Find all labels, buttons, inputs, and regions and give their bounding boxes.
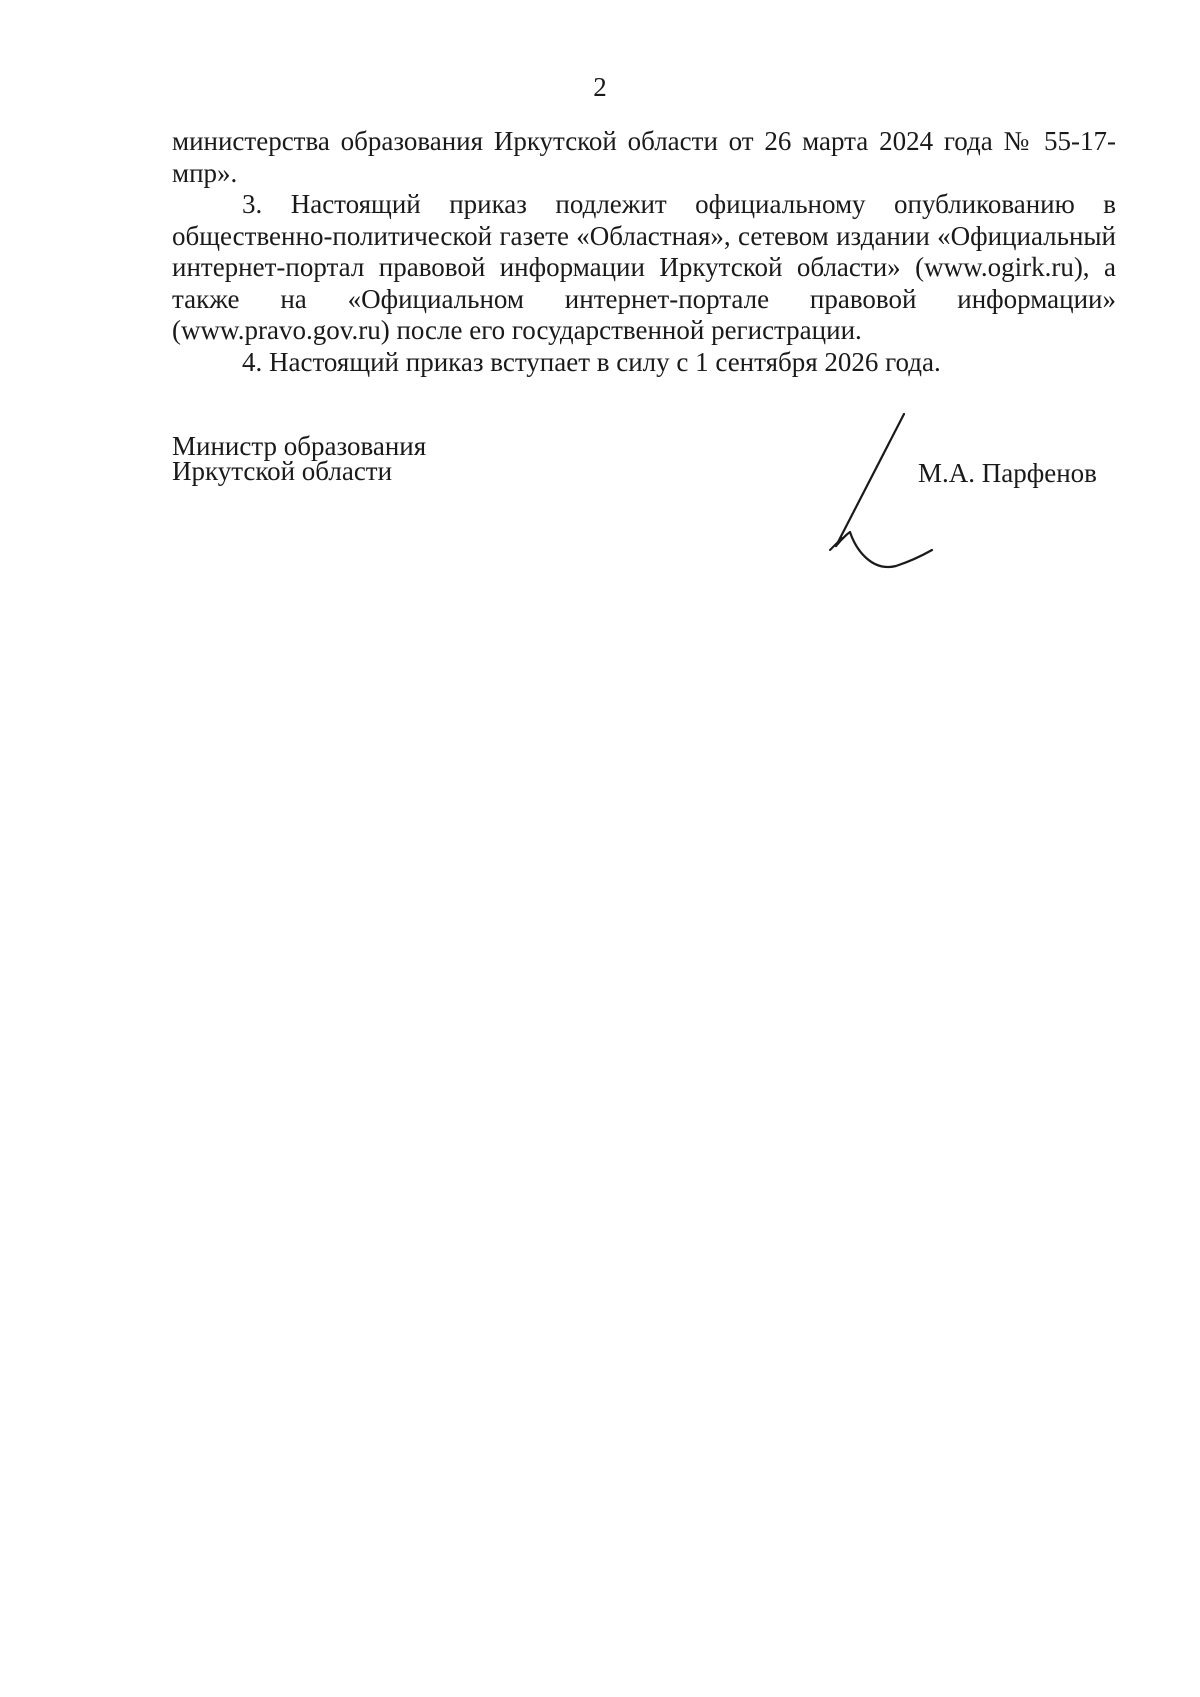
paragraph-3: 3. Настоящий приказ подлежит официальному опубликованию в общественно-политической газете «Областная», сетевом издании «Официальный интернет-портал правовой информации Иркутской области» (www.ogirk.ru), а также на «Официальном интернет-портале правовой информации» (www.pravo.gov.ru) после его государственной регистрации. [172, 189, 1116, 345]
signer-position-line-1: Министр образования [172, 431, 427, 461]
paragraph-4: 4. Настоящий приказ вступает в силу с 1 сентября 2026 года. [242, 346, 941, 377]
handwritten-signature [800, 410, 940, 570]
paragraph-continuation: министерства образования Иркутской области от 26 марта 2024 года № 55-17-мпр». [172, 126, 1116, 188]
page-number: 2 [593, 72, 607, 102]
signer-name: М.А. Парфенов [918, 458, 1097, 488]
signer-position [172, 431, 427, 486]
signer-position-line-2: Иркутской области [172, 456, 393, 486]
document-body [172, 126, 1116, 378]
